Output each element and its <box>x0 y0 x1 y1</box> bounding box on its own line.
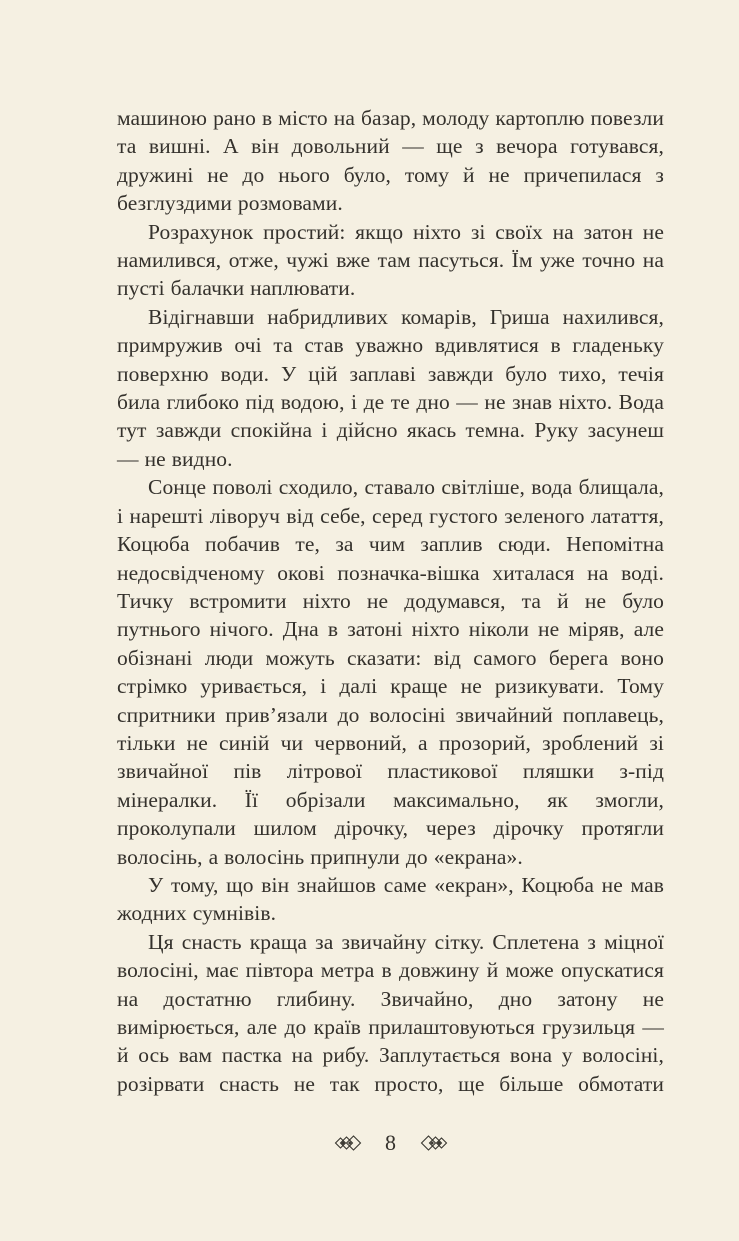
triple-diamond-ornament-icon <box>333 1132 363 1154</box>
paragraph: машиною рано в місто на базар, молоду картоплю повезли та вишні. А він довольний — ще з вечора готувався, дружині не до нього було, тому й не причепилася з безглуздими розмовами. <box>117 106 664 216</box>
paragraph: Розрахунок простий: якщо ніхто зі своїх на затон не намилився, отже, чужі вже там пасуться. Їм уже точно на пусті балачки наплювати. <box>117 219 664 301</box>
page-footer <box>117 1132 664 1154</box>
paragraph: Ця снасть краща за звичайну сітку. Сплетена з міцної волосіні, має півтора метра в довжину й може опускатися на достатню глибину. Звичайно, дно затону не вимірюється, але до країв прилаштовуються грузильця — й ось вам пастка на рибу. Заплутається вона у волосіні, розірвати снасть не так просто, ще більше обмотати <box>117 929 664 1096</box>
triple-diamond-ornament-mirrored-icon <box>419 1132 449 1154</box>
paragraph: Відігнавши набридливих комарів, Гриша нахилився, примружив очі та став уважно вдивлятися в гладеньку поверхню води. У цій заплаві завжди було тихо, течія била глибоко під водою, і де те дно — не знав ніхто. Вода тут завжди спокійна і дійсно якась темна. Руку засунеш — не видно. <box>117 304 664 471</box>
paragraph: У тому, що він знайшов саме «екран», Коцюба не мав жодних сумнівів. <box>117 872 664 926</box>
paragraph: Сонце поволі сходило, ставало світліше, вода блищала, і нарешті ліворуч від себе, серед густого зеленого латаття, Коцюба побачив те, за чим заплив сюди. Непомітна недосвідченому окові позначка-вішка хиталася на воді. Тичку встромити ніхто не додумався, та й не було путнього нічого. Дна в затоні ніхто ніколи не міряв, але обізнані люди можуть сказати: від самого берега воно стрімко уривається, і далі краще не ризикувати. Тому спритники прив’язали до волосіні звичайний поплавець, тільки не синій чи червоний, а прозорий, зроблений зі звичайної пів літрової пластикової пляшки з-під мінералки. Її обрізали максимально, як змогли, проколупали шилом дірочку, через дірочку протягли волосінь, а волосінь припнули до «екрана». <box>117 475 664 869</box>
body-text-column <box>117 104 664 1098</box>
page-number: 8 <box>385 1130 396 1155</box>
